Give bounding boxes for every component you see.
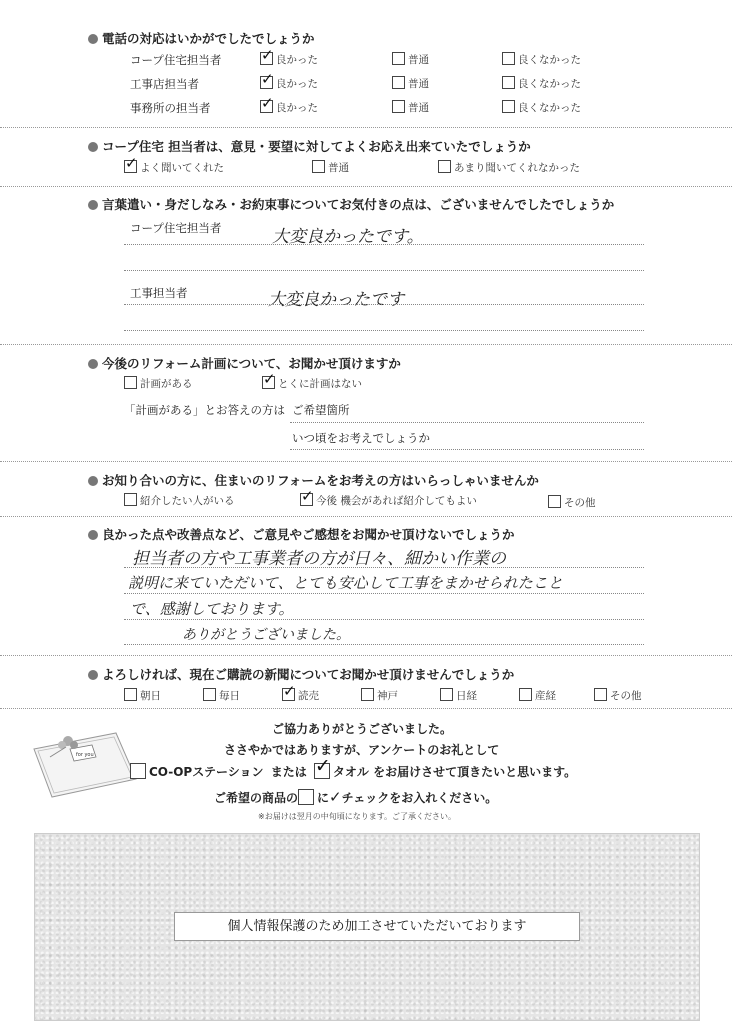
q1-text: 電話の対応はいかがでしたでしょうか bbox=[102, 31, 315, 46]
q1-row3-opt1[interactable] bbox=[260, 100, 318, 115]
q7-text: よろしければ、現在ご購読の新聞についてお聞かせ頂けませんでしょうか bbox=[102, 667, 515, 682]
q1-row1-label: コープ住宅担当者 bbox=[130, 53, 222, 67]
opt-label: よく聞いてくれた bbox=[140, 162, 224, 174]
q1-row2-opt1[interactable] bbox=[260, 76, 318, 91]
writing-line bbox=[124, 619, 644, 620]
opt-label: 良かった bbox=[276, 78, 318, 90]
q4-field1-label: ご希望箇所 bbox=[292, 403, 350, 417]
q7-opt-sankei[interactable] bbox=[519, 688, 556, 703]
q5-text: お知り合いの方に、住まいのリフォームをお考えの方はいらっしゃいませんか bbox=[102, 473, 539, 488]
q7-opt-yomiuri[interactable] bbox=[282, 688, 319, 703]
q6-line3[interactable]: で、感謝しております。 bbox=[130, 600, 294, 618]
gift-coop-checkbox[interactable] bbox=[130, 763, 146, 779]
opt-label: 計画がある bbox=[140, 378, 193, 390]
q7-opt-other[interactable] bbox=[594, 688, 642, 703]
checkbox[interactable] bbox=[260, 52, 273, 65]
bullet-icon bbox=[88, 34, 98, 44]
bullet-icon bbox=[88, 530, 98, 540]
section-divider bbox=[0, 708, 732, 709]
q1-row2-opt2[interactable] bbox=[392, 76, 429, 91]
q1-row3-opt3[interactable] bbox=[502, 100, 581, 115]
checkbox[interactable] bbox=[312, 160, 325, 173]
checkbox[interactable] bbox=[262, 376, 275, 389]
q4-heading bbox=[88, 354, 401, 372]
checkbox[interactable] bbox=[502, 52, 515, 65]
thanks-line4 bbox=[214, 788, 497, 806]
checkbox[interactable] bbox=[260, 100, 273, 113]
q3-heading bbox=[88, 195, 614, 213]
writing-line bbox=[124, 330, 644, 331]
q7-opt-kobe[interactable] bbox=[361, 688, 398, 703]
writing-line bbox=[124, 593, 644, 594]
section-divider bbox=[0, 186, 732, 187]
q5-opt3[interactable] bbox=[548, 495, 596, 510]
thanks-line3 bbox=[130, 763, 576, 780]
section-divider bbox=[0, 344, 732, 345]
q4-opt2[interactable] bbox=[262, 376, 362, 391]
q6-line4[interactable]: ありがとうございました。 bbox=[182, 627, 350, 643]
gift-icon bbox=[30, 727, 140, 801]
q5-opt1[interactable] bbox=[124, 493, 235, 508]
redaction-label: 個人情報保護のため加工させていただいております bbox=[174, 912, 580, 941]
opt-label: 良くなかった bbox=[518, 102, 581, 114]
q1-heading bbox=[88, 29, 315, 47]
q1-row2-label: 工事店担当者 bbox=[130, 77, 199, 91]
q3-text: 言葉遣い・身だしなみ・お約束事についてお気付きの点は、ございませんでしたでしょうか bbox=[102, 197, 615, 212]
opt-label: 普通 bbox=[408, 78, 429, 90]
q7-opt-asahi[interactable] bbox=[124, 688, 161, 703]
checkbox[interactable] bbox=[502, 100, 515, 113]
bullet-icon bbox=[88, 670, 98, 680]
opt-label: 紹介したい人がいる bbox=[140, 495, 235, 507]
q7-opt-mainichi[interactable] bbox=[203, 688, 240, 703]
checkbox[interactable] bbox=[440, 688, 453, 701]
section-divider bbox=[0, 127, 732, 128]
opt-label: 産経 bbox=[535, 690, 556, 702]
section-divider bbox=[0, 461, 732, 462]
bullet-icon bbox=[88, 476, 98, 486]
opt-label: 毎日 bbox=[219, 690, 240, 702]
sample-checkbox-icon bbox=[298, 789, 314, 805]
q4-followup: 「計画がある」とお答えの方は bbox=[124, 403, 285, 417]
q7-heading bbox=[88, 665, 514, 683]
opt-label: その他 bbox=[564, 497, 596, 509]
q6-text: 良かった点や改善点など、ご意見やご感想をお聞かせ頂けないでしょうか bbox=[102, 527, 515, 542]
checkbox[interactable] bbox=[438, 160, 451, 173]
checkbox[interactable] bbox=[124, 160, 137, 173]
q2-opt3[interactable] bbox=[438, 160, 580, 175]
thanks-line4-suffix: チェックをお入れください。 bbox=[341, 791, 498, 805]
opt-label: あまり聞いてくれなかった bbox=[454, 162, 580, 174]
thanks-line4-mid: に bbox=[317, 791, 330, 805]
checkbox[interactable] bbox=[392, 52, 405, 65]
q4-field2-line[interactable] bbox=[290, 449, 644, 450]
q6-line2[interactable]: 説明に来ていただいて、とても安心して工事をまかせられたこと bbox=[128, 574, 563, 592]
checkbox[interactable] bbox=[548, 495, 561, 508]
q3-label2: 工事担当者 bbox=[130, 286, 188, 300]
q5-opt2[interactable] bbox=[300, 493, 477, 508]
q1-row3-opt2[interactable] bbox=[392, 100, 429, 115]
writing-line bbox=[124, 567, 644, 568]
writing-line bbox=[124, 644, 644, 645]
checkbox[interactable] bbox=[124, 688, 137, 701]
q1-row1-opt2[interactable] bbox=[392, 52, 429, 67]
bullet-icon bbox=[88, 142, 98, 152]
q4-field2-label: いつ頃をお考えでしょうか bbox=[292, 431, 430, 445]
thanks-line4-prefix: ご希望の商品の bbox=[214, 791, 299, 805]
q1-row3-label: 事務所の担当者 bbox=[130, 101, 211, 115]
gift-towel-label: タオル bbox=[332, 765, 369, 779]
writing-line bbox=[124, 244, 644, 245]
opt-label: 良くなかった bbox=[518, 78, 581, 90]
opt-label: 今後 機会があれば紹介してもよい bbox=[316, 495, 477, 507]
thanks-line2: ささやかではありますが、アンケートのお礼として bbox=[224, 743, 500, 757]
opt-label: 良かった bbox=[276, 54, 318, 66]
checkbox[interactable] bbox=[203, 688, 216, 701]
checkbox[interactable] bbox=[124, 493, 137, 506]
q6-line1[interactable]: 担当者の方や工事業者の方が日々、細かい作業の bbox=[132, 549, 506, 569]
thanks-line1: ご協力ありがとうございました。 bbox=[272, 722, 453, 736]
gift-tag-text: for you bbox=[76, 752, 94, 758]
opt-label: 神戸 bbox=[377, 690, 398, 702]
delivery-note: ※お届けは翌月の中旬頃になります。ご了承ください。 bbox=[258, 812, 457, 821]
checkbox[interactable] bbox=[124, 376, 137, 389]
q6-heading bbox=[88, 525, 515, 543]
opt-label: その他 bbox=[610, 690, 642, 702]
bullet-icon bbox=[88, 359, 98, 369]
q1-row2-opt3[interactable] bbox=[502, 76, 581, 91]
checkbox[interactable] bbox=[594, 688, 607, 701]
q3-label1: コープ住宅担当者 bbox=[130, 221, 222, 235]
section-divider bbox=[0, 516, 732, 517]
q4-opt1[interactable] bbox=[124, 376, 193, 391]
q3-answer2[interactable]: 大変良かったです bbox=[268, 290, 404, 310]
section-divider bbox=[0, 655, 732, 656]
checkbox[interactable] bbox=[361, 688, 374, 701]
q2-text: コープ住宅 担当者は、意見・要望に対してよくお応え出来ていたでしょうか bbox=[102, 139, 531, 154]
thanks-line3-suffix: をお届けさせて頂きたいと思います。 bbox=[373, 765, 577, 779]
q2-opt2[interactable] bbox=[312, 160, 349, 175]
writing-line bbox=[124, 270, 644, 271]
checkbox[interactable] bbox=[392, 100, 405, 113]
q1-row1-opt1[interactable] bbox=[260, 52, 318, 67]
checkbox[interactable] bbox=[392, 76, 405, 89]
opt-label: 読売 bbox=[298, 690, 319, 702]
opt-label: 普通 bbox=[328, 162, 349, 174]
bullet-icon bbox=[88, 200, 98, 210]
q7-opt-nikkei[interactable] bbox=[440, 688, 477, 703]
q3-answer1[interactable]: 大変良かったです。 bbox=[272, 227, 424, 247]
opt-label: 日経 bbox=[456, 690, 477, 702]
q2-opt1[interactable] bbox=[124, 160, 224, 175]
checkbox[interactable] bbox=[282, 688, 295, 701]
opt-label: とくに計画はない bbox=[278, 378, 362, 390]
q4-field1-line[interactable] bbox=[290, 422, 644, 423]
opt-label: 良かった bbox=[276, 102, 318, 114]
gift-towel-checkbox[interactable] bbox=[314, 763, 330, 779]
or-text: または bbox=[270, 765, 307, 779]
gift-coop-label: CO-OPステーション bbox=[149, 765, 264, 779]
q2-heading bbox=[88, 137, 531, 155]
checkbox[interactable] bbox=[300, 493, 313, 506]
checkbox[interactable] bbox=[260, 76, 273, 89]
check-mark-icon: ✓ bbox=[329, 788, 342, 806]
opt-label: 普通 bbox=[408, 102, 429, 114]
opt-label: 朝日 bbox=[140, 690, 161, 702]
checkbox[interactable] bbox=[519, 688, 532, 701]
q1-row1-opt3[interactable] bbox=[502, 52, 581, 67]
opt-label: 良くなかった bbox=[518, 54, 581, 66]
opt-label: 普通 bbox=[408, 54, 429, 66]
writing-line bbox=[124, 304, 644, 305]
q4-text: 今後のリフォーム計画について、お聞かせ頂けますか bbox=[102, 356, 401, 371]
checkbox[interactable] bbox=[502, 76, 515, 89]
